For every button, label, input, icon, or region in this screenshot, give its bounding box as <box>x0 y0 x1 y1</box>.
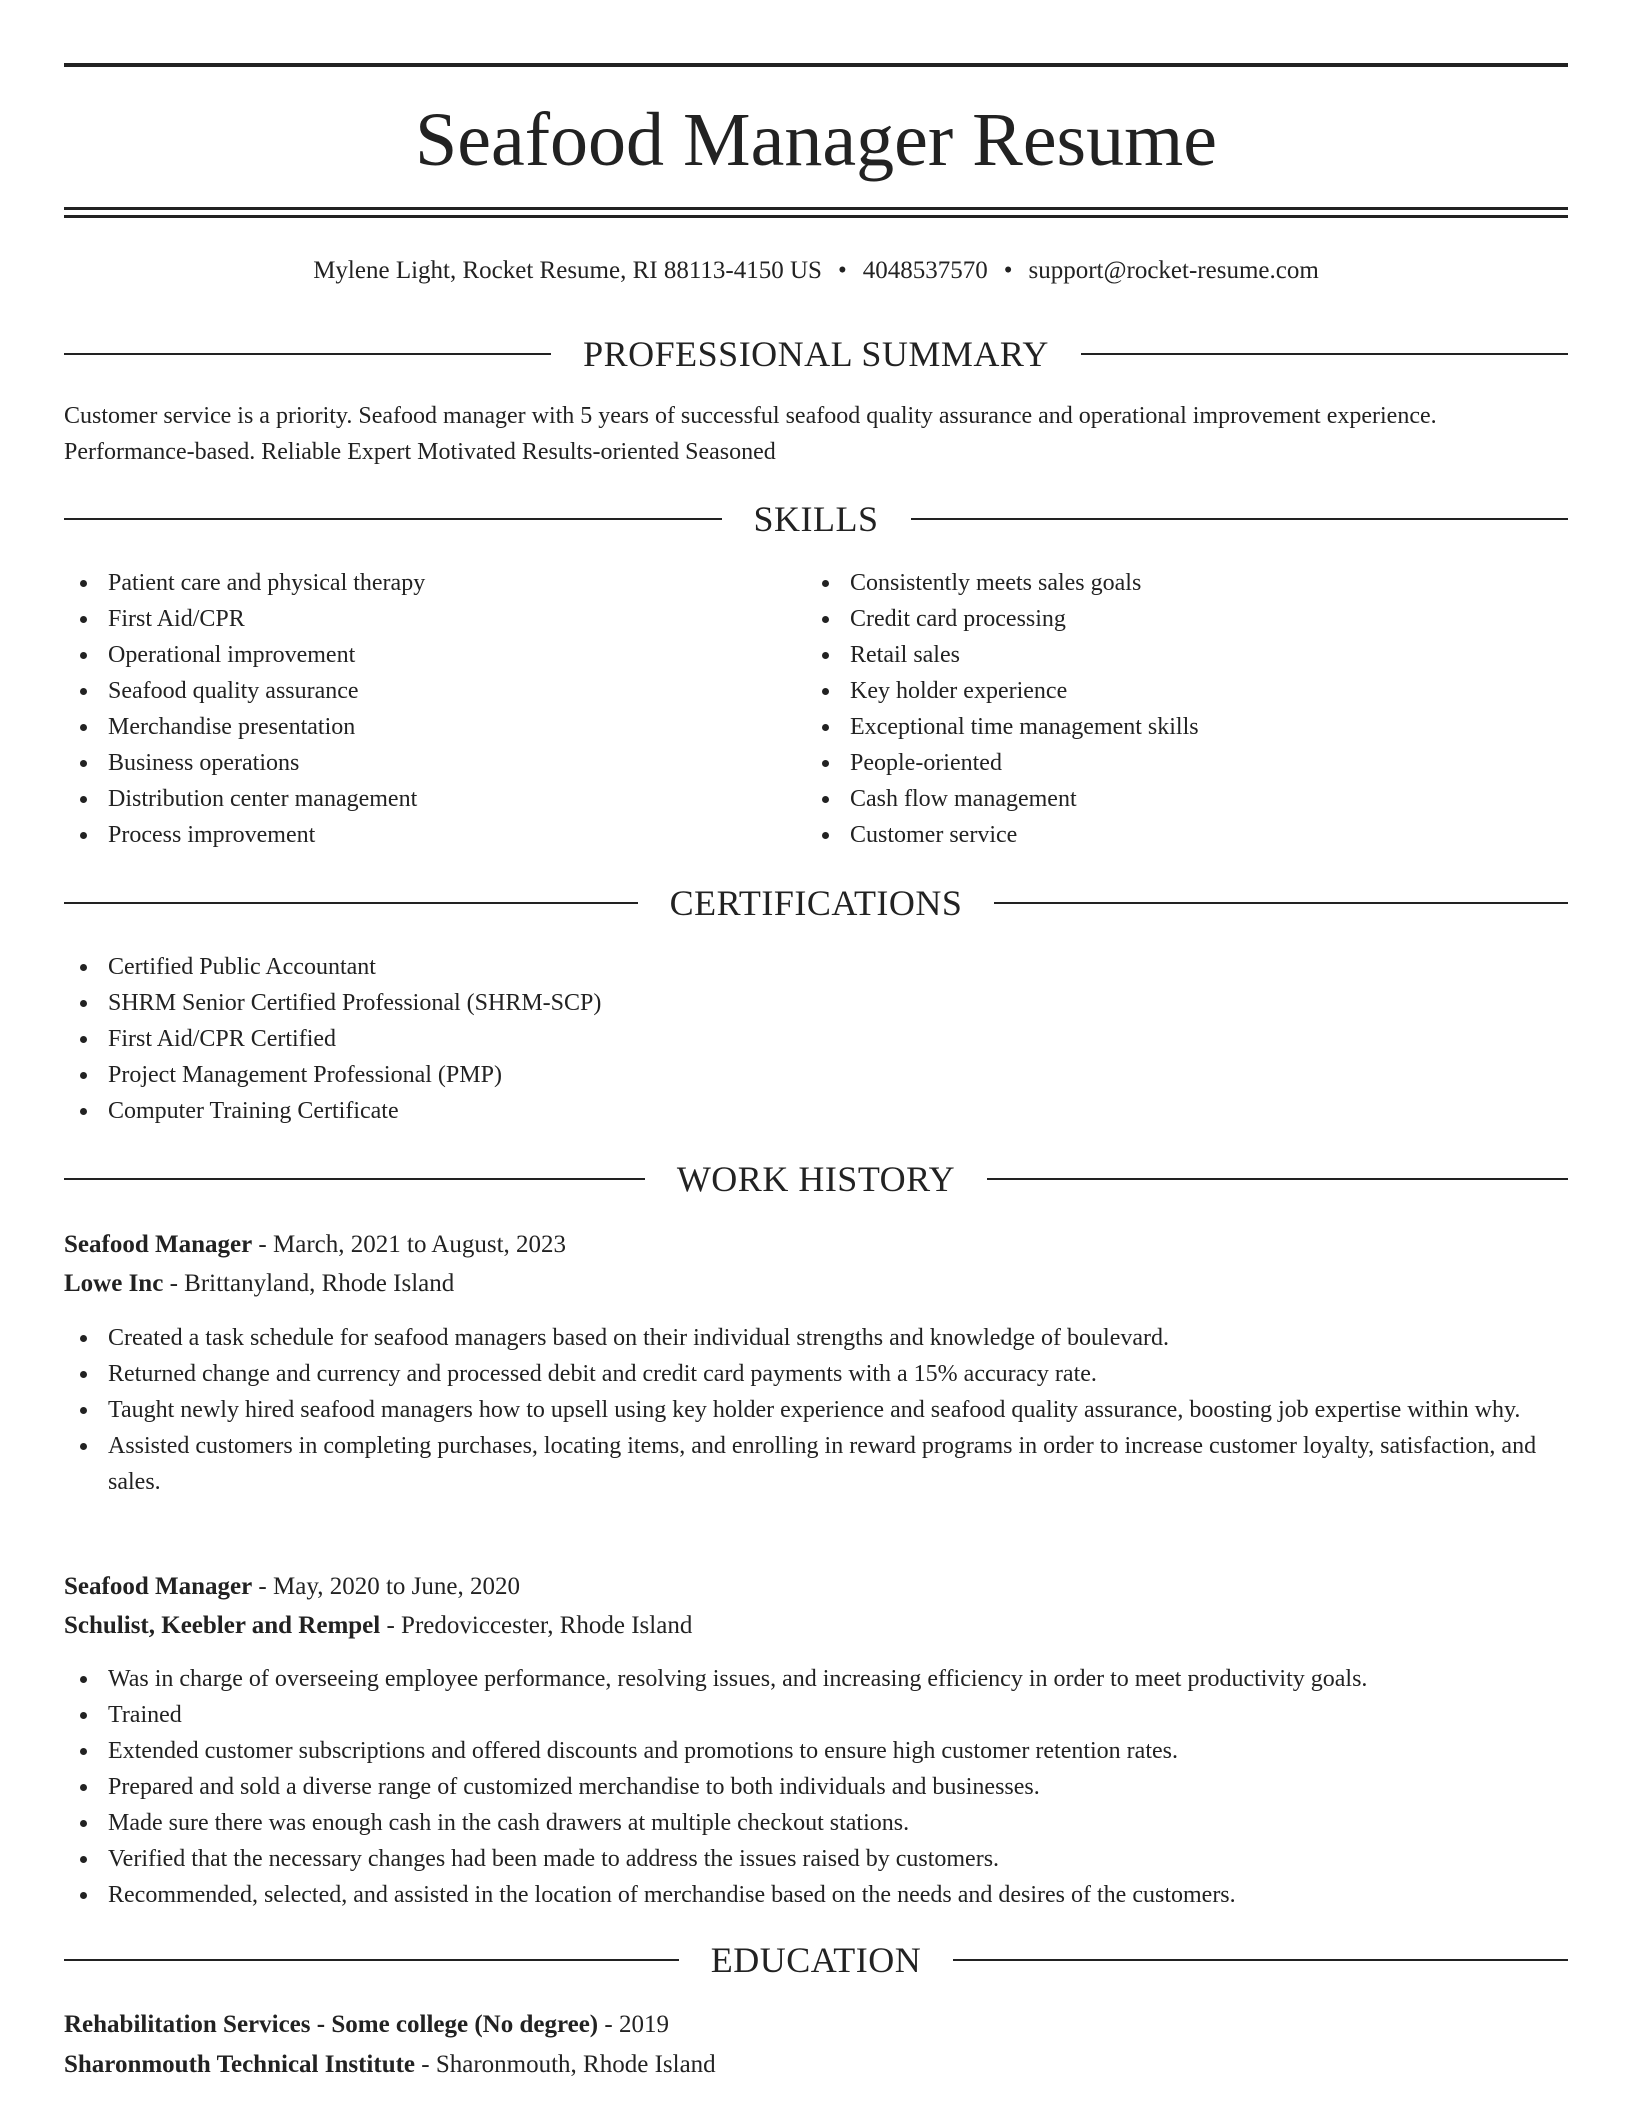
job-bullet: Trained <box>64 1697 1568 1733</box>
heading-divider <box>64 902 638 904</box>
skill-item: Seafood quality assurance <box>64 673 784 709</box>
job-bullet: Created a task schedule for seafood managers based on their individual strengths and knowledge of boulevard. <box>64 1320 1568 1356</box>
header-rule-upper <box>64 207 1568 210</box>
job-dates: - May, 2020 to June, 2020 <box>252 1573 520 1600</box>
summary-text: Customer service is a priority. Seafood manager with 5 years of successful seafood quality assurance and operational improvement experience. Performance-based. Reliable Expert Motivated Results-oriented Seasoned <box>64 403 1437 465</box>
contact-email: support@rocket-resume.com <box>1028 257 1319 284</box>
skill-item: Key holder experience <box>806 673 1568 709</box>
job-bullet: Taught newly hired seafood managers how to upsell using key holder experience and seafood quality assurance, boosting job expertise within why. <box>64 1392 1568 1428</box>
work-history-heading: WORK HISTORY <box>676 1159 956 1199</box>
skill-item: Patient care and physical therapy <box>64 565 784 601</box>
job-title: Seafood Manager <box>64 1231 253 1258</box>
skill-item: Consistently meets sales goals <box>806 565 1568 601</box>
section-heading-summary <box>64 332 1568 376</box>
heading-divider <box>994 902 1568 904</box>
heading-divider <box>64 1959 679 1961</box>
heading-divider <box>64 353 551 355</box>
certifications-heading: CERTIFICATIONS <box>669 883 963 923</box>
skill-item: Distribution center management <box>64 781 784 817</box>
skill-item: Business operations <box>64 745 784 781</box>
certifications-list <box>64 949 1568 1129</box>
job-title: Seafood Manager <box>64 1573 253 1600</box>
heading-divider <box>1081 353 1568 355</box>
job-bullets <box>64 1320 1568 1500</box>
education-heading: EDUCATION <box>710 1940 922 1980</box>
skill-item: Operational improvement <box>64 637 784 673</box>
job-title-line <box>64 1567 1568 1607</box>
contact-phone: 4048537570 <box>862 257 988 284</box>
summary-heading: PROFESSIONAL SUMMARY <box>583 334 1049 374</box>
education-school: Sharonmouth Technical Institute <box>64 2051 416 2078</box>
skill-item: Process improvement <box>64 817 784 853</box>
certification-item: Certified Public Accountant <box>64 949 1568 985</box>
header-rule-lower <box>64 215 1568 218</box>
job-bullets <box>64 1661 1568 1913</box>
job-company-line <box>64 1606 1568 1646</box>
job-location: - Brittanyland, Rhode Island <box>163 1270 455 1297</box>
job-location: - Predoviccester, Rhode Island <box>380 1612 693 1639</box>
contact-address: Mylene Light, Rocket Resume, RI 88113-4150 US <box>313 257 822 284</box>
heading-divider <box>64 518 722 520</box>
skill-item: People-oriented <box>806 745 1568 781</box>
skill-item: Cash flow management <box>806 781 1568 817</box>
heading-divider <box>987 1178 1568 1180</box>
skill-item: Customer service <box>806 817 1568 853</box>
job-bullet: Verified that the necessary changes had been made to address the issues raised by customers. <box>64 1841 1568 1877</box>
section-heading-education <box>64 1938 1568 1982</box>
section-heading-certifications <box>64 881 1568 925</box>
skill-item: Retail sales <box>806 637 1568 673</box>
heading-divider <box>911 518 1569 520</box>
education-school-line <box>64 2045 1568 2085</box>
certification-item: Project Management Professional (PMP) <box>64 1057 1568 1093</box>
job-bullet: Prepared and sold a diverse range of customized merchandise to both individuals and businesses. <box>64 1769 1568 1805</box>
resume-title: Seafood Manager Resume <box>415 98 1217 182</box>
certification-item: Computer Training Certificate <box>64 1093 1568 1129</box>
job-bullet: Extended customer subscriptions and offered discounts and promotions to ensure high customer retention rates. <box>64 1733 1568 1769</box>
header-top-rule <box>64 63 1568 67</box>
skill-item: Merchandise presentation <box>64 709 784 745</box>
job-title-line <box>64 1225 1568 1265</box>
job-bullet: Was in charge of overseeing employee performance, resolving issues, and increasing efficiency in order to meet productivity goals. <box>64 1661 1568 1697</box>
certification-item: SHRM Senior Certified Professional (SHRM-SCP) <box>64 985 1568 1021</box>
job-company-line <box>64 1264 1568 1304</box>
contact-separator: • <box>837 257 847 284</box>
job-dates: - March, 2021 to August, 2023 <box>252 1231 567 1258</box>
education-location: - Sharonmouth, Rhode Island <box>415 2051 716 2078</box>
skill-item: Exceptional time management skills <box>806 709 1568 745</box>
job-company: Lowe Inc <box>64 1270 164 1297</box>
job-bullet: Returned change and currency and processed debit and credit card payments with a 15% accuracy rate. <box>64 1356 1568 1392</box>
section-heading-skills <box>64 497 1568 541</box>
education-year: - 2019 <box>598 2011 669 2038</box>
job-bullet: Made sure there was enough cash in the cash drawers at multiple checkout stations. <box>64 1805 1568 1841</box>
section-heading-work-history <box>64 1157 1568 1201</box>
skills-list-left <box>64 565 784 853</box>
job-bullet: Assisted customers in completing purchases, locating items, and enrolling in reward programs in order to increase customer loyalty, satisfaction, and sales. <box>64 1428 1568 1500</box>
job-company: Schulist, Keebler and Rempel <box>64 1612 381 1639</box>
skill-item: First Aid/CPR <box>64 601 784 637</box>
job-bullet: Recommended, selected, and assisted in the location of merchandise based on the needs and desires of the customers. <box>64 1877 1568 1913</box>
heading-divider <box>953 1959 1568 1961</box>
heading-divider <box>64 1178 645 1180</box>
contact-separator: • <box>1003 257 1013 284</box>
education-degree-line <box>64 2005 1568 2045</box>
skill-item: Credit card processing <box>806 601 1568 637</box>
certification-item: First Aid/CPR Certified <box>64 1021 1568 1057</box>
skills-heading: SKILLS <box>753 499 879 539</box>
contact-line <box>64 254 1568 288</box>
education-degree: Rehabilitation Services - Some college (No degree) <box>64 2011 599 2038</box>
skills-list-right <box>806 565 1568 853</box>
